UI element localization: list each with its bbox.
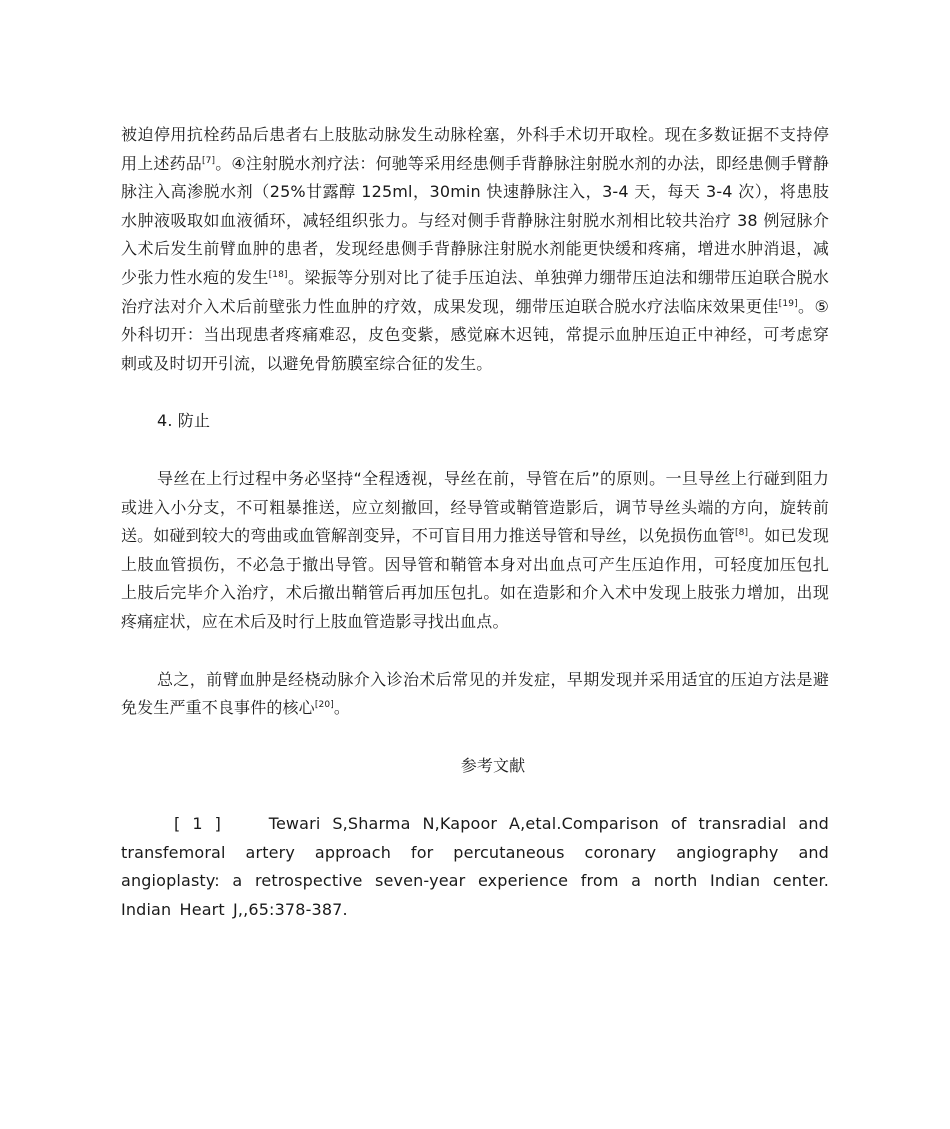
- paragraph-text: 总之，前臂血肿是经桡动脉介入诊治术后常见的并发症，早期发现并采用适宜的压迫方法是避免发生严重不良事件的核心: [121, 669, 829, 718]
- paragraph-prevention: [121, 465, 829, 637]
- paragraph-text: 。⑤外科切开：当出现患者疼痛难忍，皮色变紫，感觉麻木迟钝，常提示血肿压迫正中神经，可考虑穿刺或及时切开引流，以避免骨筋膜室综合征的发生。: [121, 296, 829, 373]
- references-title: 参考文献: [460, 755, 526, 775]
- paragraph-conclusion: [121, 666, 829, 723]
- page-content: [121, 121, 829, 925]
- paragraph-text: 。梁振等分别对比了徒手压迫法、单独弹力绷带压迫法和绷带压迫联合脱水治疗法对介入术后前壁张力性血肿的疗效，成果发现，绷带压迫联合脱水疗法临床效果更佳: [121, 267, 829, 316]
- section-heading-prevention: 4. 防止: [157, 411, 211, 431]
- paragraph-text: 。如已发现上肢血管损伤，不必急于撤出导管。因导管和鞘管本身对出血点可产生压迫作用，可轻度加压包扎上肢后完毕介入治疗，术后撤出鞘管后再加压包扎。如在造影和介入术中发现上肢张力增加，出现疼痛症状，应在术后及时行上肢血管造影寻找出血点。: [121, 526, 829, 631]
- reference-label: [ 1 ]: [174, 814, 221, 834]
- citation-ref: [19]: [778, 298, 798, 309]
- paragraph-text: 。: [333, 698, 351, 718]
- paragraph-text: 导丝在上行过程中务必坚持“全程透视，导丝在前，导管在后”的原则。一旦导丝上行碰到阻力或进入小分支，不可粗暴推送，应立刻撤回，经导管或鞘管造影后，调节导丝头端的方向，旋转前送。如碰到较大的弯曲或血管解剖变异，不可盲目用力推送导管和导丝，以免损伤血管: [121, 468, 829, 546]
- citation-ref: [20]: [314, 700, 334, 711]
- citation-ref: [8]: [735, 528, 749, 539]
- citation-ref: [18]: [268, 269, 288, 280]
- reference-text: Tewari S,Sharma N,Kapoor A,etal.Comparison of transradial and transfemoral artery approach for percutaneous coronary angiography and angioplasty: a retrospective seven-year experience from a north Indian center. Indian Heart J,,65:378-387.: [121, 814, 829, 920]
- paragraph-text: 。④注射脱水剂疗法：何驰等采用经患侧手背静脉注射脱水剂的办法，即经患侧手臂静脉注入高渗脱水剂（25%甘露醇 125ml，30min 快速静脉注入，3-4 天，每天 3-4 次），将患肢水肿液吸取如血液循环，减轻组织张力。与经对侧手背静脉注射脱水剂相比较共治疗 38 例冠脉介入术后发生前臂血肿的患者，发现经患侧手背静脉注射脱水剂能更快缓和疼痛，增进水肿消退，减少张力性水疱的发生: [121, 153, 829, 287]
- citation-ref: [7]: [201, 155, 216, 166]
- paragraph-text: 被迫停用抗栓药品后患者右上肢肱动脉发生动脉栓塞，外科手术切开取栓。现在多数证据不支持停用上述药品: [121, 125, 829, 173]
- paragraph-treatment: [121, 121, 829, 378]
- reference-item: [121, 810, 829, 924]
